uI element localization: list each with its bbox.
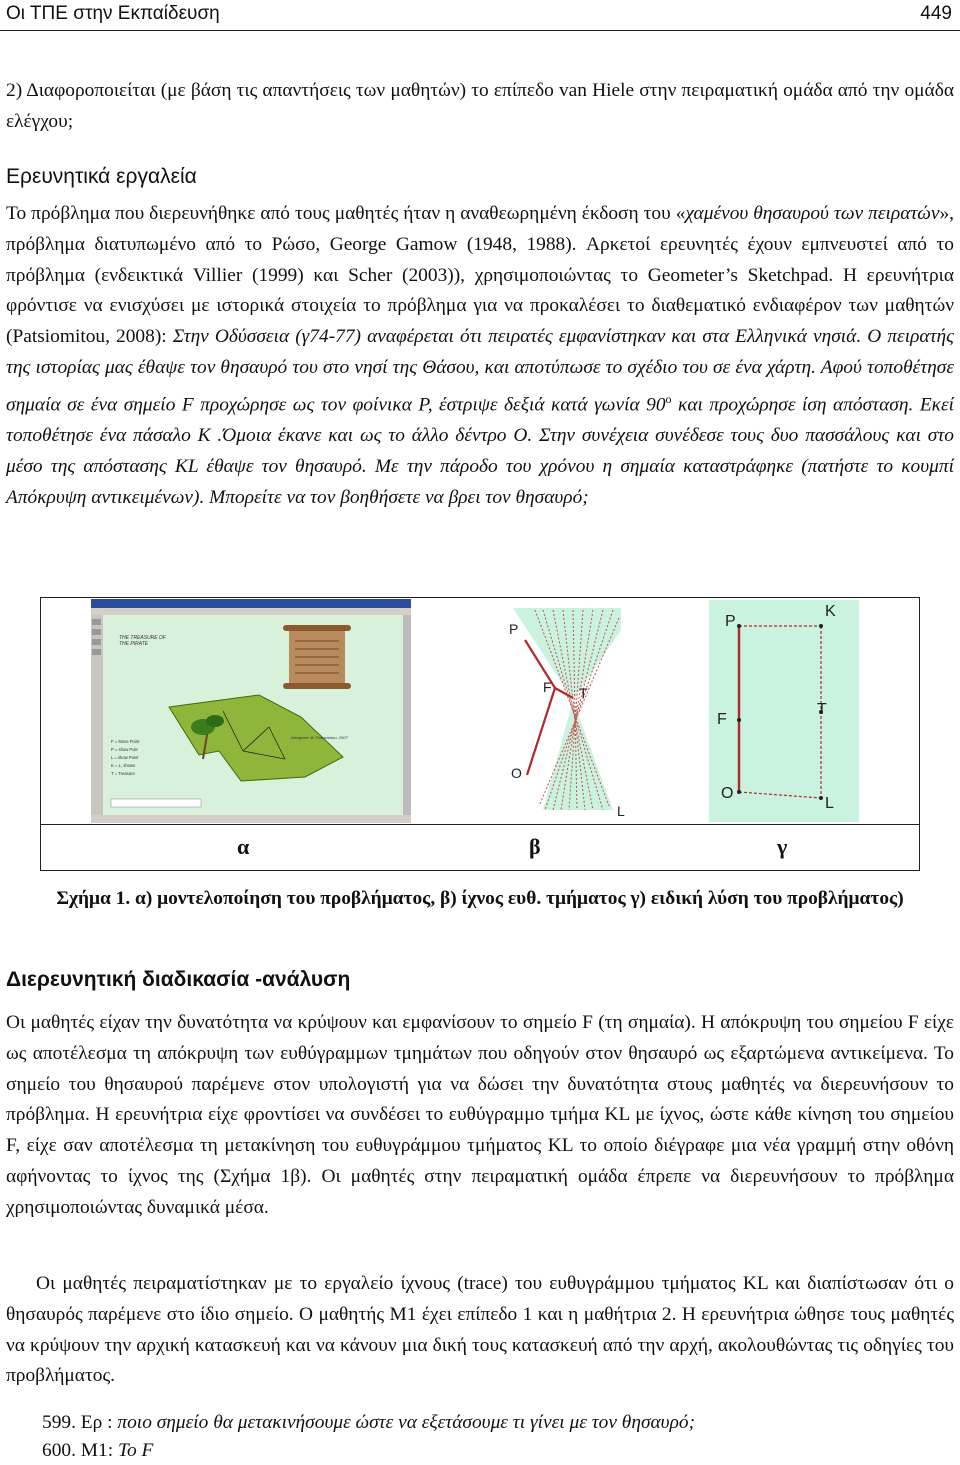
research-question-2: 2) Διαφοροποιείται (με βάση τις απαντήσεις των μαθητών) το επίπεδο van Hiele στην πειραματική ομάδα από την ομάδα ελέγχου; — [6, 80, 954, 132]
svg-text:P = show Pole: P = show Pole — [111, 747, 138, 752]
svg-text:T = Treasure: T = Treasure — [111, 771, 135, 776]
label-beta: β — [529, 834, 541, 859]
beta-point-f: F — [543, 679, 552, 695]
section-title-research-tools: Ερευνητικά εργαλεία — [6, 165, 197, 188]
paragraph-problem — [6, 199, 954, 513]
caption-box — [111, 799, 201, 807]
gamma-point-o: O — [721, 785, 734, 802]
screenshot-title-line2: THE PIRATE — [119, 641, 149, 647]
beta-point-p: P — [509, 621, 519, 637]
dialog-text: Το F — [117, 1440, 154, 1461]
panel-gamma-solution — [709, 600, 859, 822]
window-statusbar — [91, 815, 411, 823]
window-menubar — [91, 608, 411, 615]
scroll-image — [283, 625, 351, 689]
p1-text-b: », πρόβλημα διατυπωμένο από το Ρώσο, George Gamow (1948, 1988). Αρκετοί ερευνητές έχουν εμπνευστεί από το πρόβλημα (ενδεικτικά Villier (1999) και Scher (2003)), χρησιμοποιώντας το Geometer’s Sketchpad. Η ερευνήτρια φρόντισε να ενισχύσει με ιστορικά στοιχεία το πρόβλημα για να προκαλέσει το διαθεματικό ενδιαφέρον των μαθητών (Patsiomitou, 2008): — [6, 203, 954, 348]
beta-point-o: O — [511, 765, 522, 781]
section-title-analysis: Διερευνητική διαδικασία -ανάλυση — [6, 968, 351, 991]
dialog-number: 599. Ερ : — [42, 1412, 118, 1433]
panel-beta-trace — [473, 600, 625, 820]
svg-text:F = Move Point: F = Move Point — [111, 739, 140, 744]
figure-1 — [40, 597, 920, 871]
p1-text-italic-title: χαμένου θησαυρού των πειρατών — [685, 203, 940, 224]
page-header — [0, 0, 960, 31]
figure-panels — [41, 598, 919, 825]
figure-panel-labels — [41, 826, 919, 870]
p1-text-story-end: και προχώρησε ίση απόσταση. Εκεί τοποθέτησε ένα πάσαλο Κ .Όμοια έκανε και ως το άλλο δέντρο Ο. Στην συνέχεια συνέδεσε τους δυο πασσάλους και στο μέσο της απόστασης KL έθαψε τον θησαυρό. Με την πάροδο του χρόνου η σημαία καταστράφηκε (πατήστε το κουμπί Απόκρυψη αντικειμένων). Μπορείτε να τον βοηθήσετε να βρει τον θησαυρό; — [6, 394, 954, 508]
gamma-point-t: T — [817, 701, 827, 718]
paragraph-analysis-2: Οι μαθητές πειραματίστηκαν με το εργαλείο ίχνους (trace) του ευθυγράμμου τμήματος KL και διαπίστωσαν ότι ο θησαυρός παρέμενε στο ίδιο σημείο. Ο μαθητής Μ1 έχει επίπεδο 1 και η μαθήτρια 2. Η ερευνήτρια ώθησε τους μαθητές να κρύψουν την αρχική κατασκευή και να κάνουν μια δική τους κατασκευή από την αρχή, ακολουθώντας τις οδηγίες του προβλήματος. — [6, 1273, 954, 1387]
paragraph-analysis-1: Οι μαθητές είχαν την δυνατότητα να κρύψουν και εμφανίσουν το σημείο F (τη σημαία). Η απόκρυψη του σημείου F είχε ως αποτέλεσμα τη απόκρυψη των ευθύγραμμων τμημάτων που οδηγούν στον θησαυρό ως εξαρτώμενα αντικείμενα. Το σημείο του θησαυρού παρέμενε στον υπολογιστή για να δώσει την δυνατότητα στους μαθητές να διερευνήσουν το πρόβλημα. Η ερευνήτρια είχε φροντίσει να συνδέσει το ευθύγραμμο τμήμα KL με ίχνος, ώστε κάθε κίνηση του σημείου F, είχε σαν αποτέλεσμα τη μετακίνηση του ευθυγράμμου τμήματος KL το οποίο διέγραφε μια νέα γραμμή στην οθόνη αφήνοντας το ίχνος της (Σχήμα 1β). Οι μαθητές στην πειραματική ομάδα έπρεπε να διερευνήσουν το πρόβλημα χρησιμοποιώντας δυναμικά μέσα. — [6, 1012, 954, 1218]
dialog-line-599 — [42, 1409, 695, 1437]
gamma-point-p: P — [725, 613, 736, 630]
p1-degree-sup: ο — [665, 391, 672, 406]
dialog-line-600 — [42, 1437, 153, 1465]
window-scrollbar — [403, 615, 411, 815]
dialog-text: ποιο σημείο θα μετακινήσουμε ώστε να εξετάσουμε τι γίνει με τον θησαυρό; — [117, 1412, 696, 1433]
gamma-point-l: L — [825, 795, 834, 812]
journal-title: Οι ΤΠΕ στην Εκπαίδευση — [6, 3, 220, 24]
svg-text:L = show Point: L = show Point — [111, 755, 139, 760]
figure-caption: Σχήμα 1. α) μοντελοποίηση του προβλήματος, β) ίχνος ευθ. τμήματος γ) ειδική λύση του προβλήματος) — [56, 888, 904, 909]
page-number: 449 — [920, 3, 952, 24]
label-alpha: α — [237, 834, 250, 859]
window-titlebar — [91, 599, 411, 608]
dialog-number: 600. Μ1: — [42, 1440, 118, 1461]
gamma-point-k: K — [825, 603, 836, 620]
beta-point-t: T — [579, 685, 588, 701]
gamma-point-f: F — [717, 711, 727, 728]
beta-point-l: L — [617, 803, 625, 819]
screenshot-credit: Designed: M. Patsiomitou, 2007 — [291, 735, 348, 740]
label-gamma: γ — [777, 834, 788, 859]
panel-alpha-screenshot — [91, 599, 411, 823]
p1-text-a: Το πρόβλημα που διερευνήθηκε από τους μαθητές ήταν η αναθεωρημένη έκδοση του « — [6, 203, 686, 224]
p1-text-story: Στην Οδύσσεια (γ74-77) αναφέρεται ότι πειρατές εμφανίστηκαν και στα Ελληνικά νησιά. Ο πειρατής της ιστορίας μας έθαψε τον θησαυρό του στο νησί της Θάσου, και αποτύπωσε το σχέδιο του σε ένα χάρτη. Αφού τοποθέτησε σημαία σε ένα σημείο F προχώρησε ως τον φοίνικα P, έστριψε δεξιά κατά γωνία 90 — [6, 326, 954, 416]
svg-text:K = L, shows: K = L, shows — [111, 763, 136, 768]
screenshot-title-line1: THE TREASURE OF — [119, 635, 166, 641]
